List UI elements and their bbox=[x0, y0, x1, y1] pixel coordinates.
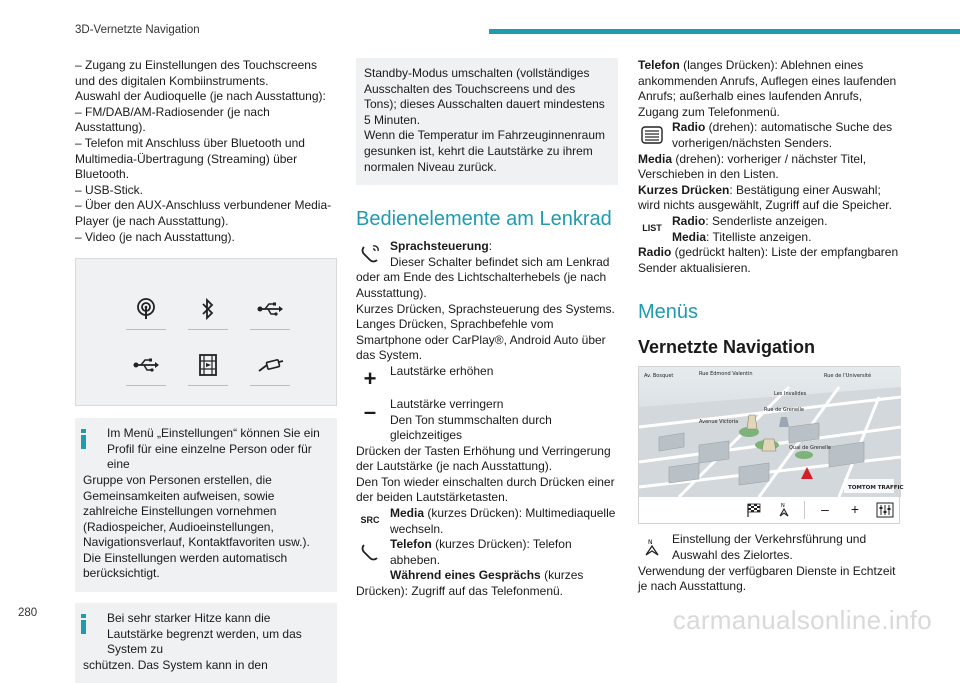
call-label: Während eines Gesprächs bbox=[390, 568, 541, 583]
info-text: Gruppe von Personen erstellen, die Gemeinsamkeiten aufweisen, sowie zahlreiche Einstellungen vornehmen (Radiospeicher, Audioeinstellungen, Navigationsverlauf, Kontaktfavoriten usw.). Die Einstellungen werden automatisch berücksichtigt. bbox=[83, 472, 310, 581]
radio-text: (drehen): automatische Suche des vorherigen/nächsten Senders. bbox=[672, 120, 893, 150]
subsection-title-connected-navigation: Vernetzte Navigation bbox=[638, 337, 816, 358]
column-2 bbox=[356, 58, 618, 600]
aux-icon bbox=[258, 353, 282, 377]
media-label: Media bbox=[638, 151, 673, 166]
volume-down-entry bbox=[356, 397, 618, 444]
text-line: – Video (je nach Ausstattung). bbox=[75, 229, 235, 244]
compass-icon[interactable] bbox=[774, 502, 794, 518]
column-3 bbox=[638, 58, 904, 595]
volume-up-text: Lautstärke erhöhen bbox=[390, 363, 494, 378]
header-accent-bar bbox=[489, 29, 960, 34]
plus-icon: + bbox=[356, 365, 384, 393]
call-text-cont: Drücken): Zugriff auf das Telefonmenü. bbox=[356, 584, 563, 599]
text-line: Auswahl der Audioquelle (je nach Ausstattung): bbox=[75, 89, 326, 104]
text-line: – USB-Stick. bbox=[75, 182, 144, 197]
short-press-label: Kurzes Drücken bbox=[638, 182, 730, 197]
navigation-map bbox=[638, 366, 904, 496]
phone-icon bbox=[356, 538, 384, 566]
text-line: – Über den AUX-Anschluss verbundener Media-Player (je nach Ausstattung). bbox=[75, 198, 332, 228]
column-1 bbox=[75, 58, 337, 683]
text-line: – Zugang zu Einstellungen des Touchscreens und des digitalen Kombiinstruments. bbox=[75, 58, 317, 88]
voice-text-cont: oder am Ende des Lichtschalterhebels (je nach Ausstattung). bbox=[356, 270, 607, 300]
info-box-heat bbox=[75, 603, 337, 683]
short-press-text: : Bestätigung einer Auswahl; wird nichts ausgewählt, Zugriff auf die Speicher. bbox=[638, 182, 892, 213]
radio-long-label: Radio bbox=[638, 245, 672, 260]
voice-short-press: Kurzes Drücken, Sprachsteuerung des Systems. bbox=[356, 301, 615, 316]
map-label: Rue de Grenelle bbox=[764, 407, 804, 414]
info-box-settings bbox=[75, 418, 337, 592]
map-brand: TOMTOM TRAFFIC bbox=[848, 485, 904, 492]
source-bluetooth bbox=[186, 297, 230, 337]
phone-long-text: (langes Drücken): Ablehnen eines ankommenden Anrufs, Auflegen eines laufenden Anrufs; außerhalb eines laufenden Anrufs, Zugang zum Telefonmenü. bbox=[638, 58, 897, 119]
list-radio-text: : Senderliste anzeigen. bbox=[705, 213, 828, 228]
map-label: Les Invalides bbox=[774, 391, 807, 398]
map-label: Quai de Grenelle bbox=[789, 445, 831, 452]
voice-text: Dieser Schalter befindet sich am Lenkrad bbox=[390, 254, 610, 269]
box-text: Wenn die Temperatur im Fahrzeuginnenraum gesunken ist, kehrt die Lautstärke zu ihrem normalen Niveau zurück. bbox=[364, 128, 606, 174]
page-number: 280 bbox=[18, 607, 38, 619]
nav-services-text: Verwendung der verfügbaren Dienste in Echtzeit je nach Ausstattung. bbox=[638, 563, 896, 594]
section-title-menus: Menüs bbox=[638, 301, 699, 324]
mute-text: Den Ton stummschalten durch gleichzeitiges bbox=[390, 412, 552, 443]
section-title-steering-controls: Bedienelemente am Lenkrad bbox=[356, 208, 612, 231]
nav-setting-text: Einstellung der Verkehrsführung und Auswahl des Zielortes. bbox=[672, 532, 867, 562]
navigation-compass-icon bbox=[638, 533, 666, 561]
settings-sliders-icon[interactable] bbox=[875, 502, 895, 518]
map-graphic bbox=[639, 367, 904, 497]
map-label: Rue de l'Université bbox=[824, 373, 872, 380]
info-text: schützen. Das System kann in den bbox=[83, 657, 268, 672]
radio-label: Radio bbox=[672, 120, 706, 135]
page-header-title: 3D-Vernetzte Navigation bbox=[75, 24, 200, 36]
phone-label: Telefon bbox=[390, 537, 432, 552]
mute-text-cont: Drücken der Tasten Erhöhung und Verringerung der Lautstärke (je nach Ausstattung). bbox=[356, 443, 611, 474]
list-button-icon: LIST bbox=[638, 215, 666, 243]
source-video bbox=[186, 353, 230, 393]
text-line: – Telefon mit Anschluss über Bluetooth und Multimedia-Übertragung (Streaming) über Bluetooth. bbox=[75, 135, 305, 182]
src-media-label: Media bbox=[390, 506, 425, 521]
text-line: – FM/DAB/AM-Radiosender (je nach Ausstattung). bbox=[75, 104, 270, 135]
volume-up-entry bbox=[356, 364, 618, 393]
zoom-in-icon[interactable]: + bbox=[850, 501, 860, 518]
call-text: (kurzes bbox=[540, 568, 584, 583]
watermark: carmanualsonline.info bbox=[672, 605, 932, 635]
info-icon bbox=[81, 429, 86, 449]
info-text: Im Menü „Einstellungen“ können Sie ein Profil für eine einzelne Person oder für eine bbox=[107, 426, 320, 472]
list-entry bbox=[638, 214, 900, 245]
radio-icon bbox=[134, 297, 158, 321]
svg-text:N: N bbox=[781, 502, 785, 509]
unmute-text: Den Ton wieder einschalten durch Drücken einer der beiden Lautstärketasten. bbox=[356, 474, 615, 505]
zoom-out-icon[interactable]: – bbox=[821, 501, 829, 518]
usb-icon bbox=[258, 297, 282, 321]
audio-source-panel bbox=[75, 258, 337, 406]
info-text: Bei sehr starker Hitze kann die Lautstärke begrenzt werden, um das System zu bbox=[107, 611, 302, 657]
list-radio-label: Radio bbox=[672, 213, 706, 228]
map-label: Rue Edmond Valentin bbox=[699, 371, 753, 378]
continued-info-box bbox=[356, 58, 618, 185]
box-text: Standby-Modus umschalten (vollständiges Ausschalten des Touchscreens und des Tons); dieses Ausschalten dauert mindestens 5 Minuten. bbox=[364, 66, 605, 127]
src-button-icon: SRC bbox=[356, 507, 384, 535]
list-media-label: Media bbox=[672, 229, 707, 244]
radio-long-text: (gedrückt halten): Liste der empfangbaren Sender aktualisieren. bbox=[638, 245, 899, 275]
voice-control-entry bbox=[356, 239, 618, 270]
usb-icon bbox=[134, 353, 158, 377]
thumbwheel-icon bbox=[638, 121, 666, 149]
phone-text: (kurzes Drücken): Telefon abheben. bbox=[390, 537, 572, 567]
voice-title: Sprachsteuerung bbox=[390, 239, 489, 254]
source-usb-2 bbox=[124, 353, 168, 393]
voice-long-press: Langes Drücken, Sprachbefehle vom Smartphone oder CarPlay®, Android Auto über das System. bbox=[356, 317, 606, 363]
toolbar-separator bbox=[804, 501, 805, 519]
svg-text:N: N bbox=[648, 539, 653, 547]
list-media-text: : Titelliste anzeigen. bbox=[706, 229, 812, 244]
checkered-flag-icon[interactable] bbox=[744, 503, 764, 517]
src-media-text: (kurzes Drücken): Multimediaquelle wechseln. bbox=[390, 506, 616, 536]
source-radio bbox=[124, 297, 168, 337]
bluetooth-icon bbox=[196, 297, 220, 321]
media-text: (drehen): vorheriger / nächster Titel, Verschieben in den Listen. bbox=[638, 151, 867, 182]
phone-entry bbox=[356, 537, 618, 584]
info-icon bbox=[81, 614, 86, 634]
source-aux bbox=[248, 353, 292, 393]
volume-down-text: Lautstärke verringern bbox=[390, 396, 504, 411]
radio-rotate-entry bbox=[638, 120, 900, 151]
phone-long-label: Telefon bbox=[638, 58, 680, 72]
video-icon bbox=[196, 353, 220, 377]
source-usb bbox=[248, 297, 292, 337]
minus-icon: – bbox=[356, 398, 384, 426]
voice-colon: : bbox=[488, 239, 493, 254]
nav-setting-entry bbox=[638, 532, 900, 563]
map-toolbar bbox=[638, 496, 900, 524]
map-label: Avenue Victoria bbox=[699, 419, 739, 426]
src-entry bbox=[356, 506, 618, 537]
map-label: Av. Bosquet bbox=[644, 373, 674, 380]
voice-command-icon bbox=[356, 240, 384, 268]
